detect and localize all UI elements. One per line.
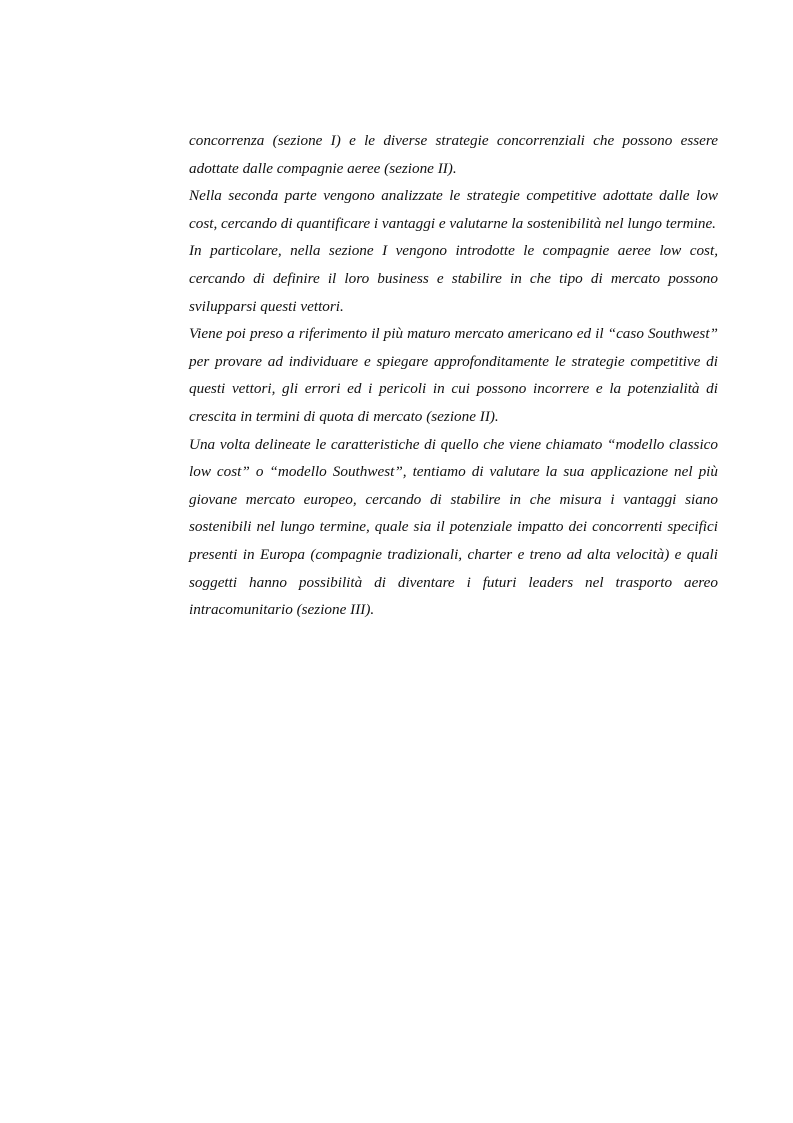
paragraph-3: In particolare, nella sezione I vengono introdotte le compagnie aeree low cost, cercando di definire il loro business e stabilire in che tipo di mercato possono svilupparsi questi vettori.: [189, 242, 718, 315]
paragraph-5: Una volta delineate le caratteristiche di quello che viene chiamato “modello classico low cost” o “modello Southwest”, tentiamo di valutare la sua applicazione nel più giovane mercato europeo, cercando di stabilire in che misura i vantaggi siano sostenibili nel lungo termine, quale sia il potenziale impatto dei concorrenti specifici presenti in Europa (compagnie tradizionali, charter e treno ad alta velocità) e quali soggetti hanno possibilità di diventare i futuri leaders nel trasporto aereo intracomunitario (sezione III).: [189, 435, 718, 619]
paragraph-2: Nella seconda parte vengono analizzate le strategie competitive adottate dalle low cost, cercando di quantificare i vantaggi e valutarne la sostenibilità nel lungo termine.: [189, 187, 718, 232]
body-text: [189, 127, 718, 624]
paragraph-4: Viene poi preso a riferimento il più maturo mercato americano ed il “caso Southwest” per provare ad individuare e spiegare approfonditamente le strategie competitive di questi vettori, gli errori ed i pericoli in cui possono incorrere e la potenzialità di crescita in termini di quota di mercato (sezione II).: [189, 325, 718, 425]
paragraph-1: concorrenza (sezione I) e le diverse strategie concorrenziali che possono essere adottate dalle compagnie aeree (sezione II).: [189, 132, 718, 177]
